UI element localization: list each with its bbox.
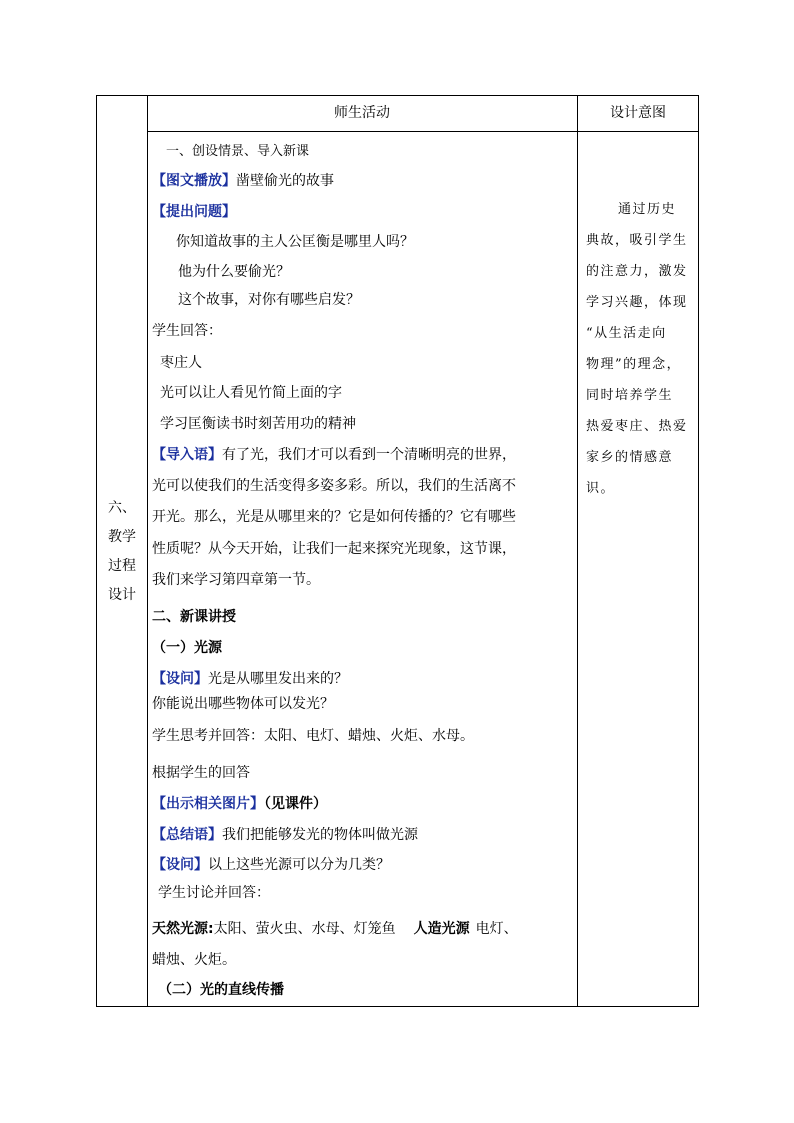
intent-line: 物理”的理念，: [586, 357, 682, 372]
content-line: [152, 793, 327, 813]
intent-line: 学习兴趣，体现: [586, 295, 688, 310]
content-line: 你知道故事的主人公匡衡是哪里人吗？: [176, 234, 414, 250]
intent-line: 典故，吸引学生: [586, 233, 688, 248]
header-divider: [147, 131, 698, 132]
content-text: 电灯、: [475, 921, 518, 937]
content-text: 光是从哪里发出来的？: [208, 671, 348, 687]
intent-line: “从生活走向: [586, 326, 667, 341]
content-line: 这个故事，对你有哪些启发？: [178, 292, 360, 308]
content-line: 性质呢？从今天开始，让我们一起来探究光现象，这节课，: [152, 541, 516, 557]
content-line: [152, 854, 390, 874]
content-line: 根据学生的回答: [152, 765, 250, 781]
header-activity: 师生活动: [334, 105, 390, 121]
tag-label: 【设问】: [152, 857, 208, 873]
content-line: 你能说出哪些物体可以发光？: [152, 696, 334, 712]
content-line: 我们来学习第四章第一节。: [152, 572, 320, 588]
intent-line: 家乡的情感意: [586, 450, 674, 465]
subsection-heading: （一）光源: [152, 640, 222, 656]
content-line: [152, 444, 516, 464]
side-label: [97, 494, 147, 610]
intent-line: 同时培养学生: [586, 388, 674, 403]
content-text: 凿壁偷光的故事: [236, 173, 334, 189]
side-label-line: 设计: [108, 587, 136, 603]
category-label: 天然光源:: [152, 921, 214, 937]
content-line: [152, 170, 334, 190]
content-text: （见课件）: [264, 796, 327, 812]
tag-label: 【导入语】: [152, 447, 222, 463]
header-intent: 设计意图: [610, 105, 666, 121]
side-label-line: 过程: [108, 558, 136, 574]
content-line: 学生讨论并回答：: [158, 885, 270, 901]
content-text: 有了光，我们才可以看到一个清晰明亮的世界，: [222, 447, 516, 463]
content-line: [152, 824, 418, 844]
content-text: 太阳、萤火虫、水母、灯笼鱼: [213, 921, 396, 937]
content-line: 他为什么要偷光？: [178, 264, 290, 280]
content-line: 学生思考并回答：太阳、电灯、蜡烛、火炬、水母。: [152, 728, 474, 744]
content-line: 光可以使我们的生活变得多姿多彩。所以，我们的生活离不: [152, 478, 516, 494]
category-label: 人造光源: [413, 921, 470, 937]
content-line: 学习匡衡读书时刻苦用功的精神: [160, 416, 356, 432]
content-text: 以上这些光源可以分为几类？: [208, 857, 390, 873]
section-heading: 一、创设情景、导入新课: [166, 144, 310, 159]
content-line: 枣庄人: [160, 355, 202, 371]
tag-label: 【提出问题】: [152, 204, 236, 220]
content-line: 光可以让人看见竹简上面的字: [160, 385, 342, 401]
content-line: [152, 201, 236, 221]
side-label-line: 教学: [108, 529, 136, 545]
side-label-line: 六、: [108, 500, 136, 516]
tag-label: 【总结语】: [152, 827, 222, 843]
content-line: [152, 668, 348, 688]
intent-line: 热爱枣庄、热爱: [586, 419, 688, 434]
content-line: 学生回答：: [152, 323, 222, 339]
column-divider: [577, 96, 578, 1006]
intent-line: 通过历史: [618, 202, 677, 217]
tag-label: 【图文播放】: [152, 173, 236, 189]
column-divider: [147, 96, 148, 1006]
content-text: 我们把能够发光的物体叫做光源: [222, 827, 418, 843]
tag-label: 【出示相关图片】: [152, 796, 264, 812]
tag-label: 【设问】: [152, 671, 208, 687]
section-heading: 二、新课讲授: [152, 609, 236, 625]
intent-line: 的注意力，激发: [586, 264, 688, 279]
content-line: 开光。那么，光是从哪里来的？它是如何传播的？它有哪些: [152, 509, 516, 525]
subsection-heading: （二）光的直线传播: [158, 982, 284, 998]
content-line: 蜡烛、火炬。: [152, 952, 236, 968]
intent-line: 识。: [586, 481, 616, 496]
content-line: [152, 918, 518, 938]
